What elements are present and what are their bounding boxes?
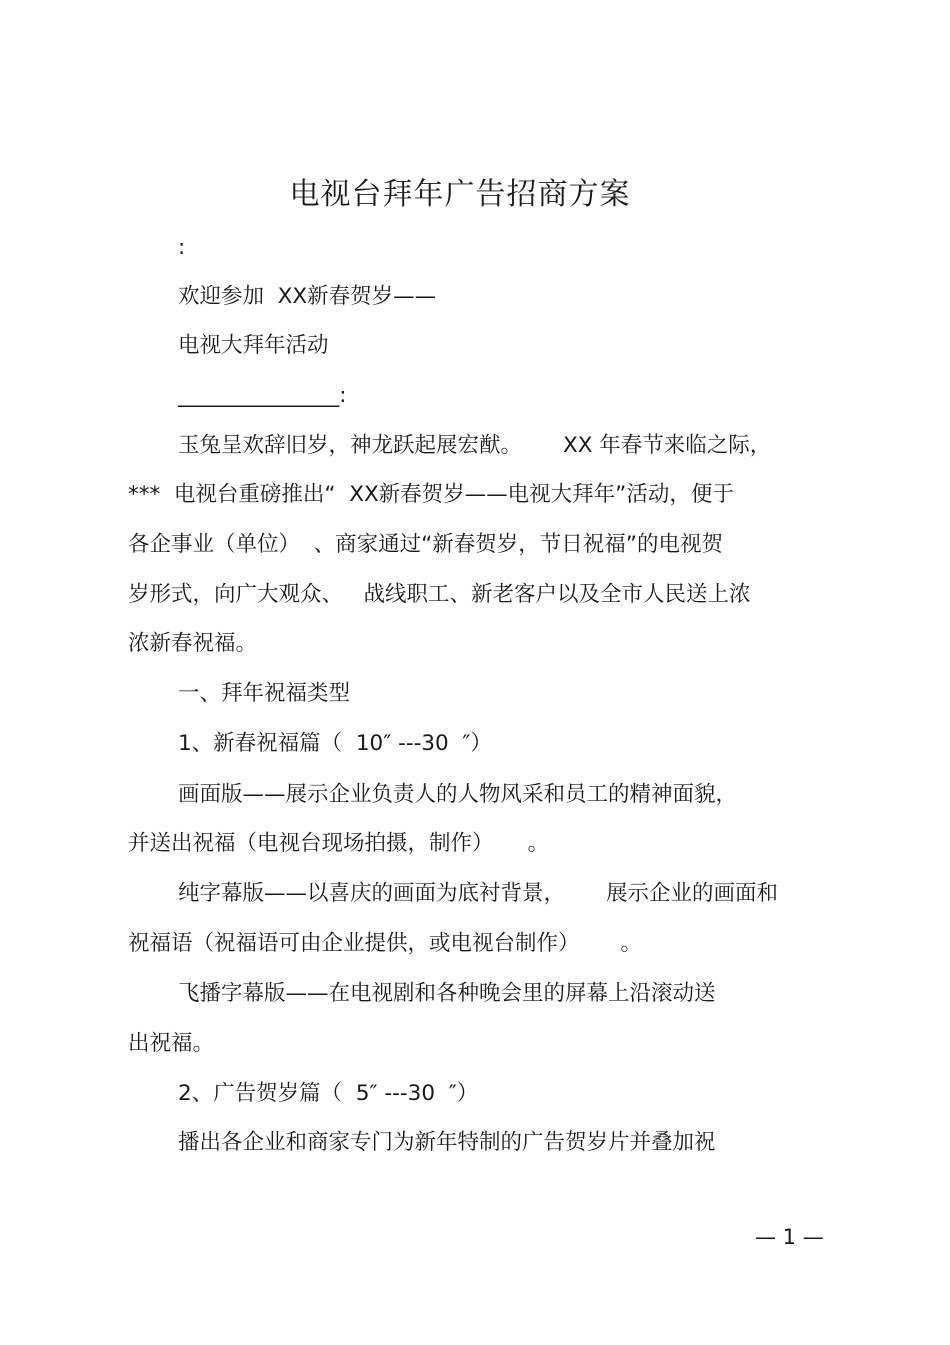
page-number: — 1 — [755,1225,824,1249]
paragraph-line: 祝福语（祝福语可由企业提供，或电视台制作） 。 [128,931,643,956]
paragraph-line: 出祝福。 [128,1031,215,1056]
event-name-line: 电视大拜年活动 [178,333,329,358]
paragraph-line: 飞播字幕版——在电视剧和各种晚会里的屏幕上沿滚动送 [178,981,716,1006]
paragraph-line: *** 电视台重磅推出“ XX新春贺岁——电视大拜年”活动，便于 [128,482,734,507]
subsection-heading: 2、广告贺岁篇（ 5″ ---30 ″） [178,1081,479,1106]
addressee-blank: _______________: [178,383,347,408]
paragraph-line: 播出各企业和商家专门为新年特制的广告贺岁片并叠加祝 [178,1130,716,1155]
section-heading: 一、拜年祝福类型 [178,681,351,706]
paragraph-line: 各企事业（单位） 、商家通过“新春贺岁，节日祝福”的电视贺 [128,532,723,557]
subsection-heading: 1、新春祝福篇（ 10″ ---30 ″） [178,731,492,756]
paragraph-line: 并送出祝福（电视台现场拍摄，制作） 。 [128,831,550,856]
salutation-colon: : [178,235,186,260]
paragraph-line: 纯字幕版——以喜庆的画面为底衬背景， 展示企业的画面和 [178,881,779,906]
paragraph-line: 画面版——展示企业负责人的人物风采和员工的精神面貌， [178,782,738,807]
paragraph-line: 玉兔呈欢辞旧岁，神龙跃起展宏猷。 XX 年春节来临之际， [178,433,772,458]
welcome-line: 欢迎参加 XX新春贺岁—— [178,284,437,309]
paragraph-line: 岁形式，向广大观众、 战线职工、新老客户以及全市人民送上浓 [128,582,751,607]
paragraph-line: 浓新春祝福。 [128,631,258,656]
page-title: 电视台拜年广告招商方案 [289,177,631,212]
